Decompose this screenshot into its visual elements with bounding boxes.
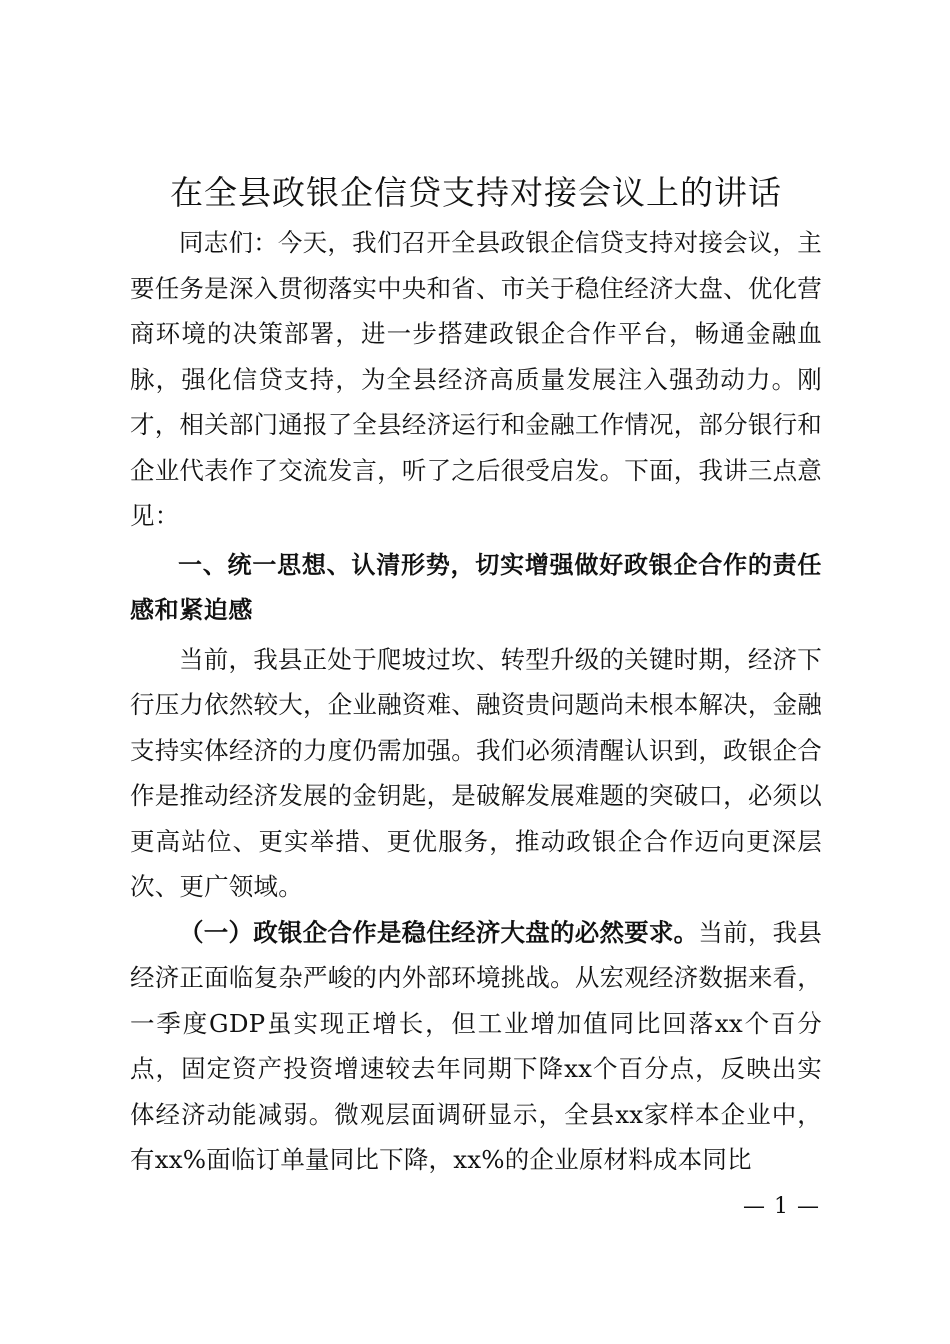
document-title: 在全县政银企信贷支持对接会议上的讲话 <box>170 173 782 212</box>
section-heading-1: 一、统一思想、认清形势，切实增强做好政银企合作的责任感和紧迫感 <box>130 550 822 624</box>
intro-paragraph: 同志们：今天，我们召开全县政银企信贷支持对接会议，主要任务是深入贯彻落实中央和省、市关于稳住经济大盘、优化营商环境的决策部署，进一步搭建政银企合作平台，畅通金融血脉，强化信贷支持，为全县经济高质量发展注入强劲动力。刚才，相关部门通报了全县经济运行和金融工作情况，部分银行和企业代表作了交流发言，听了之后很受启发。下面，我讲三点意见： <box>130 228 822 530</box>
document-body <box>130 168 822 1183</box>
subsection-text-1: 当前，我县经济正面临复杂严峻的内外部环境挑战。从宏观经济数据来看，一季度GDP虽实现正增长，但工业增加值同比回落xx个百分点，固定资产投资增速较去年同期下降xx个百分点，反映出实体经济动能减弱。微观层面调研显示，全县xx家样本企业中，有xx%面临订单量同比下降，xx%的企业原材料成本同比 <box>130 917 823 1174</box>
page-number: — 1 — <box>743 1194 820 1219</box>
section-paragraph-1: 当前，我县正处于爬坡过坎、转型升级的关键时期，经济下行压力依然较大，企业融资难、融资贵问题尚未根本解决，金融支持实体经济的力度仍需加强。我们必须清醒认识到，政银企合作是推动经济发展的金钥匙，是破解发展难题的突破口，必须以更高站位、更实举措、更优服务，推动政银企合作迈向更深层次、更广领域。 <box>130 644 822 901</box>
subsection-heading-1: （一）政银企合作是稳住经济大盘的必然要求。 <box>179 917 699 947</box>
subsection-paragraph-1 <box>130 910 822 1183</box>
